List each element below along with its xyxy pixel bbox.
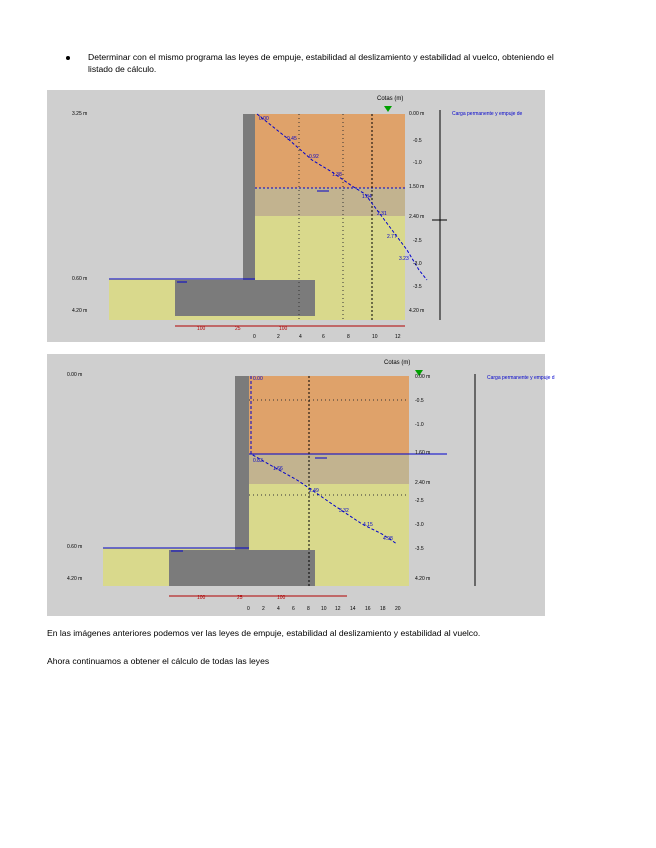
retaining-wall-footing — [169, 550, 315, 586]
fig2-elev-left-1: 0.60 m — [67, 544, 83, 550]
fig2-dim-1: 25 — [237, 595, 243, 601]
fig2-elev-left-0: 0.00 m — [67, 372, 83, 378]
fig1-elev-left-1: 0.60 m — [72, 276, 88, 282]
fig1-tick-3: 6 — [322, 334, 325, 340]
fig2-tick-5: 10 — [321, 606, 327, 612]
fig1-p0: 0.00 — [259, 116, 269, 122]
fig2-scale-0: -0.5 — [415, 398, 424, 404]
fig2-dim-0: 100 — [197, 595, 206, 601]
fig1-scale-7: -3.5 — [413, 284, 422, 290]
fig2-tick-6: 12 — [335, 606, 341, 612]
fig1-elev-right-3: 4.20 m — [409, 308, 425, 314]
retaining-wall-footing — [175, 280, 315, 316]
fig1-elev-right-0: 0.00 m — [409, 111, 425, 117]
fig1-tick-4: 8 — [347, 334, 350, 340]
fig2-header: Cotas (m) — [384, 360, 411, 366]
fig1-p3: 1.38 — [332, 172, 342, 178]
retaining-wall-stem — [235, 376, 249, 550]
paragraph-2: Ahora continuamos a obtener el cálculo de todas las leyes — [47, 656, 270, 666]
fig2-p1: 0.83 — [253, 458, 263, 464]
fig1-dim-0: 100 — [197, 326, 206, 332]
fig2-dim-2: 100 — [277, 595, 286, 601]
fig1-header: Cotas (m) — [377, 96, 404, 102]
fig2-tick-1: 2 — [262, 606, 265, 612]
fig2-tick-0: 0 — [247, 606, 250, 612]
fig2-elev-right-0: 0.00 m — [415, 374, 431, 380]
fig1-elev-left-0: 3.25 m — [72, 111, 88, 117]
figure-2 — [47, 354, 555, 616]
fig1-tick-6: 12 — [395, 334, 401, 340]
fig2-tick-3: 6 — [292, 606, 295, 612]
fig1-p5: 2.31 — [377, 211, 387, 217]
fig2-p6: 4.98 — [383, 536, 393, 542]
wall-diagram-2 — [47, 354, 555, 616]
fig2-p3: 2.49 — [309, 488, 319, 494]
fig1-elev-right-1: 1.50 m — [409, 184, 425, 190]
fig1-p6: 2.77 — [387, 234, 397, 240]
fig1-p2: 0.92 — [309, 154, 319, 160]
fig2-scale-5: -3.0 — [415, 522, 424, 528]
fig1-tick-0: 0 — [253, 334, 256, 340]
soil-layer-clay — [249, 376, 409, 454]
wall-diagram-1 — [47, 90, 545, 342]
fig1-scale-6: -3.0 — [413, 261, 422, 267]
fig2-elev-left-2: 4.20 m — [67, 576, 83, 582]
fig2-scale-6: -3.5 — [415, 546, 424, 552]
fig1-scale-1: -0.5 — [413, 138, 422, 144]
fig1-tick-5: 10 — [372, 334, 378, 340]
fig2-tick-9: 18 — [380, 606, 386, 612]
bullet-text: Determinar con el mismo programa las leyes de empuje, estabilidad al deslizamiento y estabilidad al vuelco, obteniendo el listado de cálculo. — [88, 52, 554, 74]
fig1-legend: Carga permanente y empuje de — [452, 111, 523, 117]
fig2-p0: 0.00 — [253, 376, 263, 382]
fig2-p4: 3.32 — [339, 508, 349, 514]
fig2-tick-4: 8 — [307, 606, 310, 612]
fig1-p7: 3.23 — [399, 256, 409, 262]
fig1-tick-2: 4 — [299, 334, 302, 340]
fig2-tick-8: 16 — [365, 606, 371, 612]
fig1-p1: 0.45 — [287, 136, 297, 142]
figure-1 — [47, 90, 545, 342]
fig2-p5: 4.15 — [363, 522, 373, 528]
fig2-elev-right-3: 4.20 m — [415, 576, 431, 582]
fig1-scale-2: -1.0 — [413, 160, 422, 166]
fig2-elev-right-1: 1.60 m — [415, 450, 431, 456]
soil-layer-clay — [255, 114, 405, 188]
fig2-scale-1: -1.0 — [415, 422, 424, 428]
bullet-point — [66, 56, 70, 60]
fig1-elev-right-2: 2.40 m — [409, 214, 425, 220]
fig2-tick-10: 20 — [395, 606, 401, 612]
fig2-legend: Carga permanente y empuje d — [487, 375, 555, 381]
paragraph-1: En las imágenes anteriores podemos ver las leyes de empuje, estabilidad al deslizamiento y estabilidad al vuelco. — [47, 628, 481, 638]
fig1-tick-1: 2 — [277, 334, 280, 340]
fig1-dim-2: 100 — [279, 326, 288, 332]
fig2-p2: 1.66 — [273, 466, 283, 472]
fig2-tick-7: 14 — [350, 606, 356, 612]
fig2-elev-right-2: 2.40 m — [415, 480, 431, 486]
fig1-p4: 1.84 — [362, 194, 372, 200]
fig1-dim-1: 25 — [235, 326, 241, 332]
fig2-tick-2: 4 — [277, 606, 280, 612]
fig1-scale-5: -2.5 — [413, 238, 422, 244]
fig1-elev-left-2: 4.20 m — [72, 308, 88, 314]
retaining-wall-stem — [243, 114, 255, 280]
fig2-scale-4: -2.5 — [415, 498, 424, 504]
